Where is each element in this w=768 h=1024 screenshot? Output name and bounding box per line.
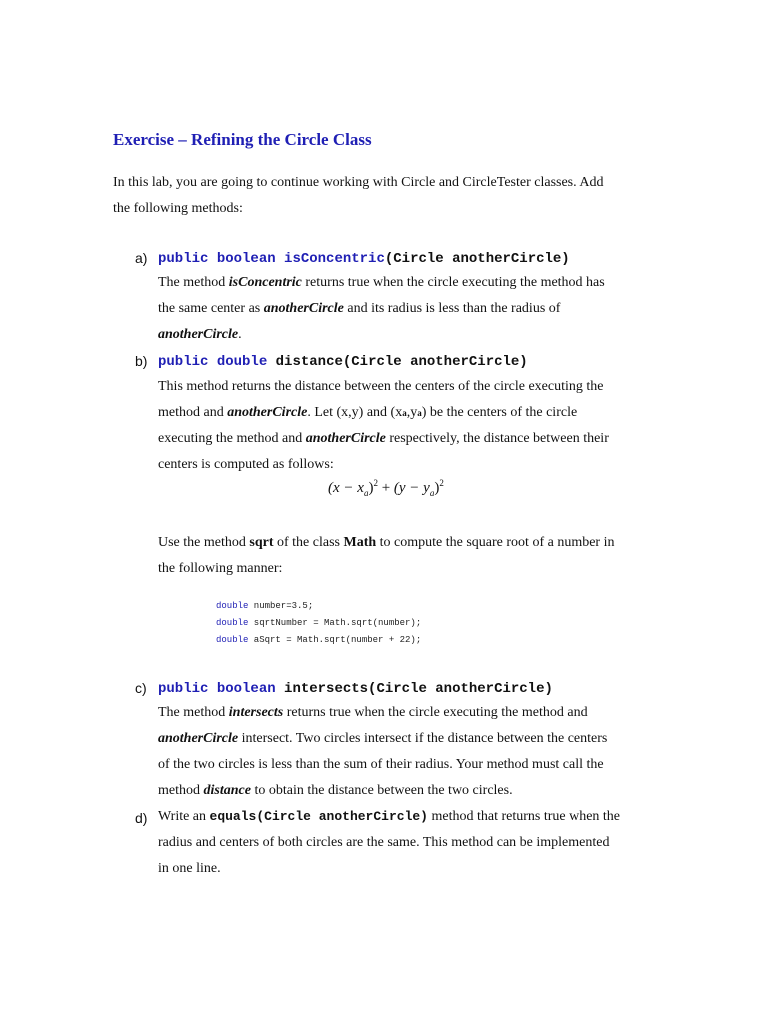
code-keyword: double (216, 601, 249, 611)
item-c-line-1 (158, 700, 588, 726)
formula-part: (y − y (393, 480, 430, 496)
code-line (216, 618, 421, 628)
subscript: a (417, 408, 422, 418)
item-b-kw-double: double (216, 354, 268, 370)
text: The method (158, 275, 229, 290)
emphasis: anotherCircle (158, 731, 239, 746)
emphasis: intersects (228, 705, 284, 720)
text: The method (158, 705, 229, 720)
bold-text: Math (343, 535, 377, 550)
text: to compute the square root of a number in (376, 535, 615, 550)
text: , (406, 405, 411, 420)
item-b-line-3 (158, 426, 609, 452)
item-b-line-1: This method returns the distance between the centers of the circle executing the (158, 379, 604, 394)
code-line (216, 601, 313, 611)
item-a-kw-public: public (158, 251, 209, 267)
text: executing the method and (158, 431, 306, 446)
code-keyword: double (216, 635, 249, 645)
text: method (158, 783, 204, 798)
item-b-line-4: centers is computed as follows: (158, 457, 334, 472)
item-b-sig-rest: distance(Circle anotherCircle) (275, 354, 528, 370)
text: method that returns true when the (427, 809, 621, 824)
code-text: aSqrt = Math.sqrt(number + 22); (248, 635, 422, 645)
item-c-kw-boolean: boolean (216, 681, 276, 697)
distance-formula (328, 478, 444, 498)
item-d-line-1 (158, 804, 620, 830)
intro-line-1: In this lab, you are going to continue working with Circle and CircleTester classes. Add (113, 175, 604, 190)
text: y (410, 405, 418, 420)
item-c-line-3: of the two circles is less than the sum of their radius. Your method must call the (158, 757, 604, 772)
item-c-marker: c) (135, 680, 147, 696)
formula-part: ) (434, 480, 440, 496)
item-c-signature (158, 676, 553, 702)
item-c-line-4 (158, 778, 513, 804)
text: returns true when the circle executing the method and (283, 705, 588, 720)
emphasis: distance (203, 783, 251, 798)
text: method and (158, 405, 228, 420)
formula-plus: + (377, 480, 394, 496)
item-a-kw-boolean: boolean (216, 251, 276, 267)
item-a-params: (Circle anotherCircle) (384, 251, 570, 267)
subscript: a (402, 408, 407, 418)
text: intersect. Two circles intersect if the distance between the centers (238, 731, 608, 746)
emphasis: isConcentric (228, 275, 302, 290)
code-text: sqrtNumber = Math.sqrt(number); (248, 618, 422, 628)
formula-exponent: 2 (439, 478, 444, 488)
text: of the class (273, 535, 344, 550)
formula-part: ) (368, 480, 374, 496)
code-inline: equals(Circle anotherCircle) (209, 809, 428, 824)
item-a-method-name: isConcentric (284, 251, 385, 267)
text: Write an (158, 809, 210, 824)
emphasis: anotherCircle (158, 327, 239, 342)
code-text: number=3.5; (248, 601, 314, 611)
text: the same center as (158, 301, 264, 316)
item-b-kw-public: public (158, 354, 209, 370)
emphasis: anotherCircle (227, 405, 308, 420)
item-b-use-line-2: the following manner: (158, 561, 283, 576)
item-c-kw-public: public (158, 681, 209, 697)
item-b-marker: b) (135, 353, 148, 369)
item-a-line-2 (158, 296, 560, 322)
item-d-line-2: radius and centers of both circles are the same. This method can be implemented (158, 835, 610, 850)
formula-exponent: 2 (373, 478, 378, 488)
emphasis: anotherCircle (305, 431, 386, 446)
formula-part: (x − x (328, 480, 364, 496)
text: and its radius is less than the radius of (343, 301, 561, 316)
text: . Let (x,y) and ( (307, 405, 396, 420)
code-keyword: double (216, 618, 249, 628)
formula-subscript: a (429, 488, 435, 498)
item-d-marker: d) (135, 810, 148, 826)
text: to obtain the distance between the two circles. (250, 783, 513, 798)
item-a-marker: a) (135, 250, 148, 266)
formula-subscript: a (363, 488, 369, 498)
intro-line-2: the following methods: (113, 201, 243, 216)
item-d-line-3: in one line. (158, 861, 221, 876)
item-b-line-2 (158, 400, 577, 426)
text: returns true when the circle executing the method has (301, 275, 605, 290)
text: Use the method (158, 535, 250, 550)
text: ) be the centers of the circle (421, 405, 578, 420)
emphasis: anotherCircle (263, 301, 344, 316)
item-a-line-1 (158, 270, 605, 296)
text: x (395, 405, 403, 420)
item-c-line-2 (158, 726, 607, 752)
item-a-line-3 (158, 322, 242, 348)
bold-text: sqrt (249, 535, 274, 550)
item-a-signature (158, 246, 570, 272)
item-b-signature (158, 349, 528, 375)
page-title: Exercise – Refining the Circle Class (113, 130, 372, 149)
item-b-use-line-1 (158, 530, 614, 556)
text: . (238, 327, 242, 342)
text: respectively, the distance between their (385, 431, 609, 446)
code-line (216, 635, 421, 645)
item-c-sig-rest: intersects(Circle anotherCircle) (284, 681, 553, 697)
